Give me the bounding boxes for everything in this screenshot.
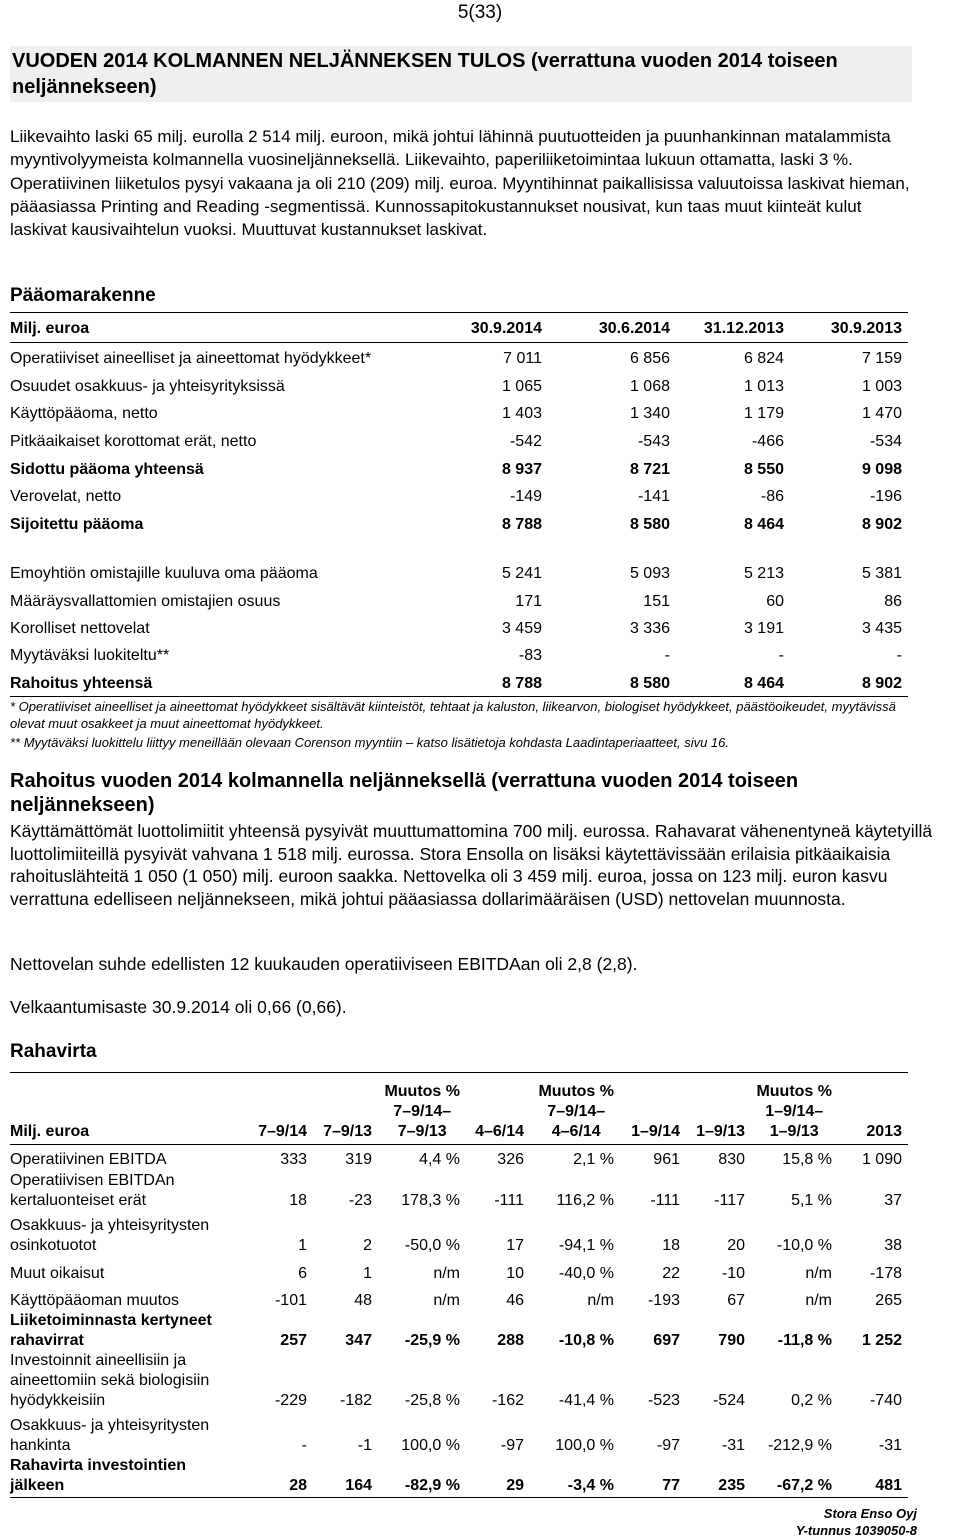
- capital-cell: 7 159: [861, 350, 902, 367]
- cashflow-cell: 319: [345, 1151, 372, 1168]
- cashflow-row-label: Operatiivisen EBITDAn kertaluonteiset erät: [10, 1172, 175, 1209]
- cashflow-cell: 961: [653, 1151, 680, 1168]
- cashflow-row: [10, 1148, 902, 1170]
- cashflow-cell: 347: [345, 1332, 372, 1349]
- cashflow-cell: 0,2 %: [791, 1392, 832, 1409]
- cashflow-cell: 29: [506, 1477, 524, 1494]
- section-title-band: [10, 46, 912, 102]
- cashflow-cell: n/m: [805, 1265, 832, 1282]
- cashflow-cell: 46: [506, 1292, 524, 1309]
- cashflow-row-label: Käyttöpääoman muutos: [10, 1292, 179, 1309]
- cashflow-cell: 77: [662, 1477, 680, 1494]
- capital-row-label: Operatiiviset aineelliset ja aineettomat hyödykkeet*: [10, 350, 372, 367]
- capital-cell: 171: [515, 593, 542, 610]
- cashflow-row-label: Rahavirta investointien jälkeen: [10, 1457, 187, 1494]
- cashflow-cell: -31: [721, 1437, 745, 1454]
- cashflow-cell: -212,9 %: [767, 1437, 832, 1454]
- capital-heading: Pääomarakenne: [10, 285, 156, 306]
- cashflow-cell: 326: [497, 1151, 524, 1168]
- cashflow-cell: 4,4 %: [419, 1151, 460, 1168]
- capital-cell: 6 824: [743, 350, 784, 367]
- cashflow-cell: -11,8 %: [777, 1332, 832, 1349]
- cashflow-cell: 20: [727, 1237, 745, 1254]
- capital-cell: -149: [509, 488, 542, 505]
- cashflow-cell: -10,0 %: [776, 1237, 832, 1254]
- cashflow-cell: n/m: [433, 1265, 460, 1282]
- capital-row: [10, 563, 902, 585]
- capital-top-rule: [10, 312, 908, 313]
- cashflow-cell: -1: [357, 1437, 372, 1454]
- capital-header-col: 31.12.2013: [703, 320, 784, 337]
- cashflow-row-label: Muut oikaisut: [10, 1265, 105, 1282]
- cashflow-header-col: 1–9/13: [696, 1123, 745, 1140]
- capital-cell: 1 068: [629, 378, 670, 395]
- cashflow-header-col: Muutos % 7–9/14– 4–6/14: [538, 1083, 614, 1140]
- cashflow-cell: -: [301, 1437, 307, 1454]
- cashflow-cell: -41,4 %: [558, 1392, 614, 1409]
- cashflow-cell: 235: [718, 1477, 745, 1494]
- cashflow-cell: 830: [718, 1151, 745, 1168]
- capital-footnote-2: ** Myytäväksi luokittelu liittyy meneillään olevaan Corenson myyntiin – katso lisätietoja kohdasta Laadintaperiaatteet, sivu 16.: [10, 735, 729, 750]
- cashflow-row: [10, 1169, 902, 1211]
- capital-cell: 1 470: [861, 405, 902, 422]
- cashflow-cell: 100,0 %: [555, 1437, 614, 1454]
- cashflow-cell: -111: [494, 1192, 524, 1209]
- capital-cell: 5 381: [861, 565, 902, 582]
- capital-cell: 8 464: [743, 516, 784, 533]
- capital-cell: 8 721: [629, 461, 670, 478]
- capital-row-label: Korolliset nettovelat: [10, 620, 150, 637]
- capital-cell: 8 550: [743, 461, 784, 478]
- capital-row-label: Pitkäaikaiset korottomat erät, netto: [10, 433, 257, 450]
- capital-cell: -543: [637, 433, 670, 450]
- capital-row: [10, 591, 902, 613]
- capital-cell: -534: [869, 433, 902, 450]
- section-title: VUODEN 2014 KOLMANNEN NELJÄNNEKSEN TULOS (verrattuna vuoden 2014 toiseen neljännekseen): [12, 50, 838, 98]
- capital-row: [10, 673, 902, 695]
- capital-cell: 3 191: [743, 620, 784, 637]
- cashflow-row: [10, 1262, 902, 1284]
- cashflow-cell: -50,0 %: [404, 1237, 460, 1254]
- cashflow-cell: -40,0 %: [558, 1265, 614, 1282]
- cashflow-cell: 164: [345, 1477, 372, 1494]
- cashflow-header-col: 7–9/13: [323, 1123, 372, 1140]
- cashflow-cell: 18: [289, 1192, 307, 1209]
- company-name: Stora Enso Oyj: [823, 1506, 917, 1521]
- capital-row-label: Sijoitettu pääoma: [10, 516, 144, 533]
- capital-row-label: Sidottu pääoma yhteensä: [10, 461, 204, 478]
- capital-row: [10, 486, 902, 508]
- capital-cell: 9 098: [861, 461, 902, 478]
- cashflow-cell: -31: [878, 1437, 902, 1454]
- capital-row: [10, 431, 902, 453]
- capital-row-label: Rahoitus yhteensä: [10, 675, 153, 692]
- capital-cell: -141: [637, 488, 670, 505]
- capital-cell: -: [778, 647, 784, 664]
- cashflow-header-col: Muutos % 1–9/14– 1–9/13: [756, 1083, 832, 1140]
- capital-header-col: 30.9.2014: [470, 320, 542, 337]
- cashflow-cell: -82,9 %: [404, 1477, 460, 1494]
- cashflow-cell: 1 090: [861, 1151, 902, 1168]
- cashflow-cell: 333: [280, 1151, 307, 1168]
- cashflow-row: [10, 1309, 902, 1351]
- capital-row: [10, 514, 902, 536]
- capital-row-label: Myytäväksi luokiteltu**: [10, 647, 170, 664]
- cashflow-header: [10, 1080, 902, 1142]
- cashflow-cell: -25,8 %: [404, 1392, 460, 1409]
- cashflow-row: [10, 1454, 902, 1496]
- financing-heading: Rahoitus vuoden 2014 kolmannella neljänneksellä (verrattuna vuoden 2014 toiseen neljännekseen): [10, 770, 799, 816]
- capital-cell: -86: [760, 488, 784, 505]
- capital-header-label: Milj. euroa: [10, 320, 90, 337]
- cashflow-cell: 116,2 %: [556, 1192, 614, 1209]
- capital-cell: 1 179: [743, 405, 784, 422]
- signature: [796, 1505, 917, 1539]
- cashflow-header-col: 2013: [866, 1123, 902, 1140]
- capital-row-label: Käyttöpääoma, netto: [10, 405, 158, 422]
- capital-header-col: 30.6.2014: [598, 320, 670, 337]
- capital-cell: 6 856: [629, 350, 670, 367]
- capital-cell: 8 788: [501, 675, 542, 692]
- capital-cell: 3 435: [861, 620, 902, 637]
- business-id: Y-tunnus 1039050-8: [795, 1523, 917, 1538]
- cashflow-cell: -178: [869, 1265, 902, 1282]
- cashflow-cell: 48: [354, 1292, 372, 1309]
- capital-cell: 86: [884, 593, 902, 610]
- capital-cell: 1 013: [743, 378, 784, 395]
- cashflow-cell: -97: [500, 1437, 524, 1454]
- capital-cell: 1 340: [629, 405, 670, 422]
- cashflow-row-label: Liiketoiminnasta kertyneet rahavirrat: [10, 1312, 212, 1349]
- cashflow-cell: 288: [497, 1332, 524, 1349]
- capital-row: [10, 376, 902, 398]
- capital-header-col: 30.9.2013: [830, 320, 902, 337]
- cashflow-cell: 481: [875, 1477, 902, 1494]
- capital-row: [10, 618, 902, 640]
- cashflow-cell: 790: [718, 1332, 745, 1349]
- cashflow-row-label: Osakkuus- ja yhteisyritysten hankinta: [10, 1417, 210, 1454]
- cashflow-row: [10, 1214, 902, 1256]
- cashflow-cell: -3,4 %: [567, 1477, 614, 1494]
- cashflow-cell: 15,8 %: [782, 1151, 832, 1168]
- capital-cell: -196: [869, 488, 902, 505]
- page-number: 5(33): [457, 2, 503, 23]
- capital-row: [10, 459, 902, 481]
- cashflow-header-label: Milj. euroa: [10, 1123, 90, 1140]
- cashflow-cell: 22: [662, 1265, 680, 1282]
- cashflow-cell: -10: [721, 1265, 745, 1282]
- cashflow-header-col: 1–9/14: [631, 1123, 680, 1140]
- cashflow-header-col: Muutos % 7–9/14– 7–9/13: [384, 1083, 460, 1140]
- cashflow-cell: n/m: [433, 1292, 460, 1309]
- capital-cell: 8 580: [629, 516, 670, 533]
- capital-row-label: Määräysvallattomien omistajien osuus: [10, 593, 281, 610]
- cashflow-bottom-rule: [10, 1497, 908, 1498]
- capital-cell: 8 580: [629, 675, 670, 692]
- cashflow-cell: -23: [348, 1192, 372, 1209]
- capital-row: [10, 348, 902, 370]
- cashflow-cell: -740: [869, 1392, 902, 1409]
- capital-bottom-rule: [10, 696, 908, 697]
- financing-paragraph-3: Velkaantumisaste 30.9.2014 oli 0,66 (0,66).: [10, 997, 347, 1017]
- capital-cell: 8 464: [743, 675, 784, 692]
- capital-cell: 3 336: [629, 620, 670, 637]
- financing-paragraph-2: Nettovelan suhde edellisten 12 kuukauden operatiiviseen EBITDAan oli 2,8 (2,8).: [10, 954, 638, 974]
- capital-cell: -466: [751, 433, 784, 450]
- cashflow-cell: 257: [280, 1332, 307, 1349]
- capital-cell: 60: [766, 593, 784, 610]
- cashflow-cell: 2: [363, 1237, 372, 1254]
- cashflow-cell: 10: [506, 1265, 524, 1282]
- cashflow-cell: 697: [653, 1332, 680, 1349]
- cashflow-cell: n/m: [805, 1292, 832, 1309]
- capital-cell: 8 937: [501, 461, 542, 478]
- capital-cell: 1 403: [501, 405, 542, 422]
- cashflow-cell: -111: [650, 1192, 680, 1209]
- cashflow-top-rule: [10, 1072, 908, 1073]
- cashflow-cell: -162: [491, 1392, 524, 1409]
- cashflow-cell: -67,2 %: [776, 1477, 832, 1494]
- cashflow-cell: 1: [298, 1237, 307, 1254]
- cashflow-header-rule: [10, 1144, 908, 1145]
- capital-cell: -542: [509, 433, 542, 450]
- cashflow-cell: -101: [274, 1292, 307, 1309]
- capital-cell: 8 902: [861, 675, 902, 692]
- capital-cell: 151: [643, 593, 670, 610]
- capital-cell: 5 241: [501, 565, 542, 582]
- capital-row-label: Verovelat, netto: [10, 488, 122, 505]
- cashflow-cell: 17: [506, 1237, 524, 1254]
- cashflow-heading: Rahavirta: [10, 1041, 97, 1062]
- cashflow-cell: -182: [339, 1392, 372, 1409]
- cashflow-cell: 38: [884, 1237, 902, 1254]
- cashflow-header-col: 4–6/14: [475, 1123, 524, 1140]
- cashflow-row: [10, 1414, 902, 1456]
- financing-paragraph-1: Käyttämättömät luottolimiitit yhteensä pysyivät muuttumattomina 700 milj. eurossa. Rahavarat vähenentyneä käytetyillä luottolimiiteillä pysyivät vahvana 1 518 milj. eurossa. Stora Ensolla on lisäksi käytettävissään erilaisia pitkäaikaisia rahoituslähteitä 1 050 (1 050) milj. euroon saakka. Nettovelka oli 3 459 milj. euroa, jossa on 123 milj. euron kasvu verrattuna edelliseen neljännekseen, mikä johtui pääasiassa dollarimääräisen (USD) nettovelan muunnosta.: [10, 821, 933, 909]
- capital-cell: 5 213: [743, 565, 784, 582]
- capital-cell: 3 459: [501, 620, 542, 637]
- cashflow-row: [10, 1349, 902, 1411]
- cashflow-cell: -25,9 %: [404, 1332, 460, 1349]
- cashflow-row-label: Investoinnit aineellisiin ja aineettomiin sekä biologisiin hyödykkeisiin: [10, 1352, 210, 1409]
- cashflow-cell: 37: [884, 1192, 902, 1209]
- cashflow-cell: 265: [875, 1292, 902, 1309]
- results-paragraph: Liikevaihto laski 65 milj. eurolla 2 514 milj. euroon, mikä johtui lähinnä puutuotteiden ja puunhankinnan matalammista myyntivolyymeista kolmannella vuosineljänneksellä. Liikevaihto, paperiliiketoimintaa lukuun ottamatta, laski 3 %. Operatiivinen liiketulos pysyi vakaana ja oli 210 (209) milj. euroa. Myyntihinnat paikallisissa valuutoissa laskivat hieman, pääasiassa Printing and Reading -segmentissä. Kunnossapitokustannukset nousivat, kun taas muut kiinteät kulut laskivat kausivaihtelun vuoksi. Muuttuvat kustannukset laskivat.: [10, 127, 910, 240]
- cashflow-cell: 1 252: [861, 1332, 902, 1349]
- cashflow-header-col: 7–9/14: [258, 1123, 307, 1140]
- cashflow-cell: 5,1 %: [791, 1192, 832, 1209]
- cashflow-row: [10, 1289, 902, 1311]
- cashflow-cell: 100,0 %: [401, 1437, 460, 1454]
- capital-cell: 1 065: [501, 378, 542, 395]
- capital-header-rule: [10, 342, 908, 343]
- capital-cell: 8 902: [861, 516, 902, 533]
- cashflow-cell: 1: [363, 1265, 372, 1282]
- cashflow-cell: n/m: [587, 1292, 614, 1309]
- capital-header-row: [10, 318, 902, 340]
- cashflow-cell: -117: [714, 1192, 745, 1209]
- cashflow-cell: -193: [647, 1292, 680, 1309]
- cashflow-row-label: Operatiivinen EBITDA: [10, 1151, 167, 1168]
- cashflow-cell: -94,1 %: [558, 1237, 614, 1254]
- cashflow-cell: -97: [656, 1437, 680, 1454]
- capital-cell: -83: [518, 647, 542, 664]
- capital-row: [10, 403, 902, 425]
- capital-cell: 7 011: [503, 350, 542, 367]
- cashflow-cell: -229: [274, 1392, 307, 1409]
- capital-row-label: Emoyhtiön omistajille kuuluva oma pääoma: [10, 565, 318, 582]
- cashflow-cell: 18: [662, 1237, 680, 1254]
- cashflow-cell: -523: [647, 1392, 680, 1409]
- cashflow-cell: -10,8 %: [558, 1332, 614, 1349]
- cashflow-cell: -524: [712, 1392, 745, 1409]
- cashflow-row-label: Osakkuus- ja yhteisyritysten osinkotuotot: [10, 1217, 210, 1254]
- capital-cell: 8 788: [501, 516, 542, 533]
- capital-footnote-1: * Operatiiviset aineelliset ja aineettomat hyödykkeet sisältävät kiinteistöt, tehtaat ja kaluston, liikearvon, biologiset hyödykkeet, päästöoikeudet, myytävissä olevat muut osakkeet ja muut aineettomat hyödykkeet.: [10, 699, 896, 731]
- cashflow-cell: 67: [727, 1292, 745, 1309]
- capital-row-label: Osuudet osakkuus- ja yhteisyrityksissä: [10, 378, 285, 395]
- capital-cell: -: [896, 647, 902, 664]
- capital-cell: 1 003: [861, 378, 902, 395]
- cashflow-cell: 6: [298, 1265, 307, 1282]
- cashflow-cell: 2,1 %: [573, 1151, 614, 1168]
- cashflow-cell: 28: [289, 1477, 307, 1494]
- capital-row: [10, 645, 902, 667]
- cashflow-cell: 178,3 %: [401, 1192, 460, 1209]
- capital-cell: -: [664, 647, 670, 664]
- capital-cell: 5 093: [629, 565, 670, 582]
